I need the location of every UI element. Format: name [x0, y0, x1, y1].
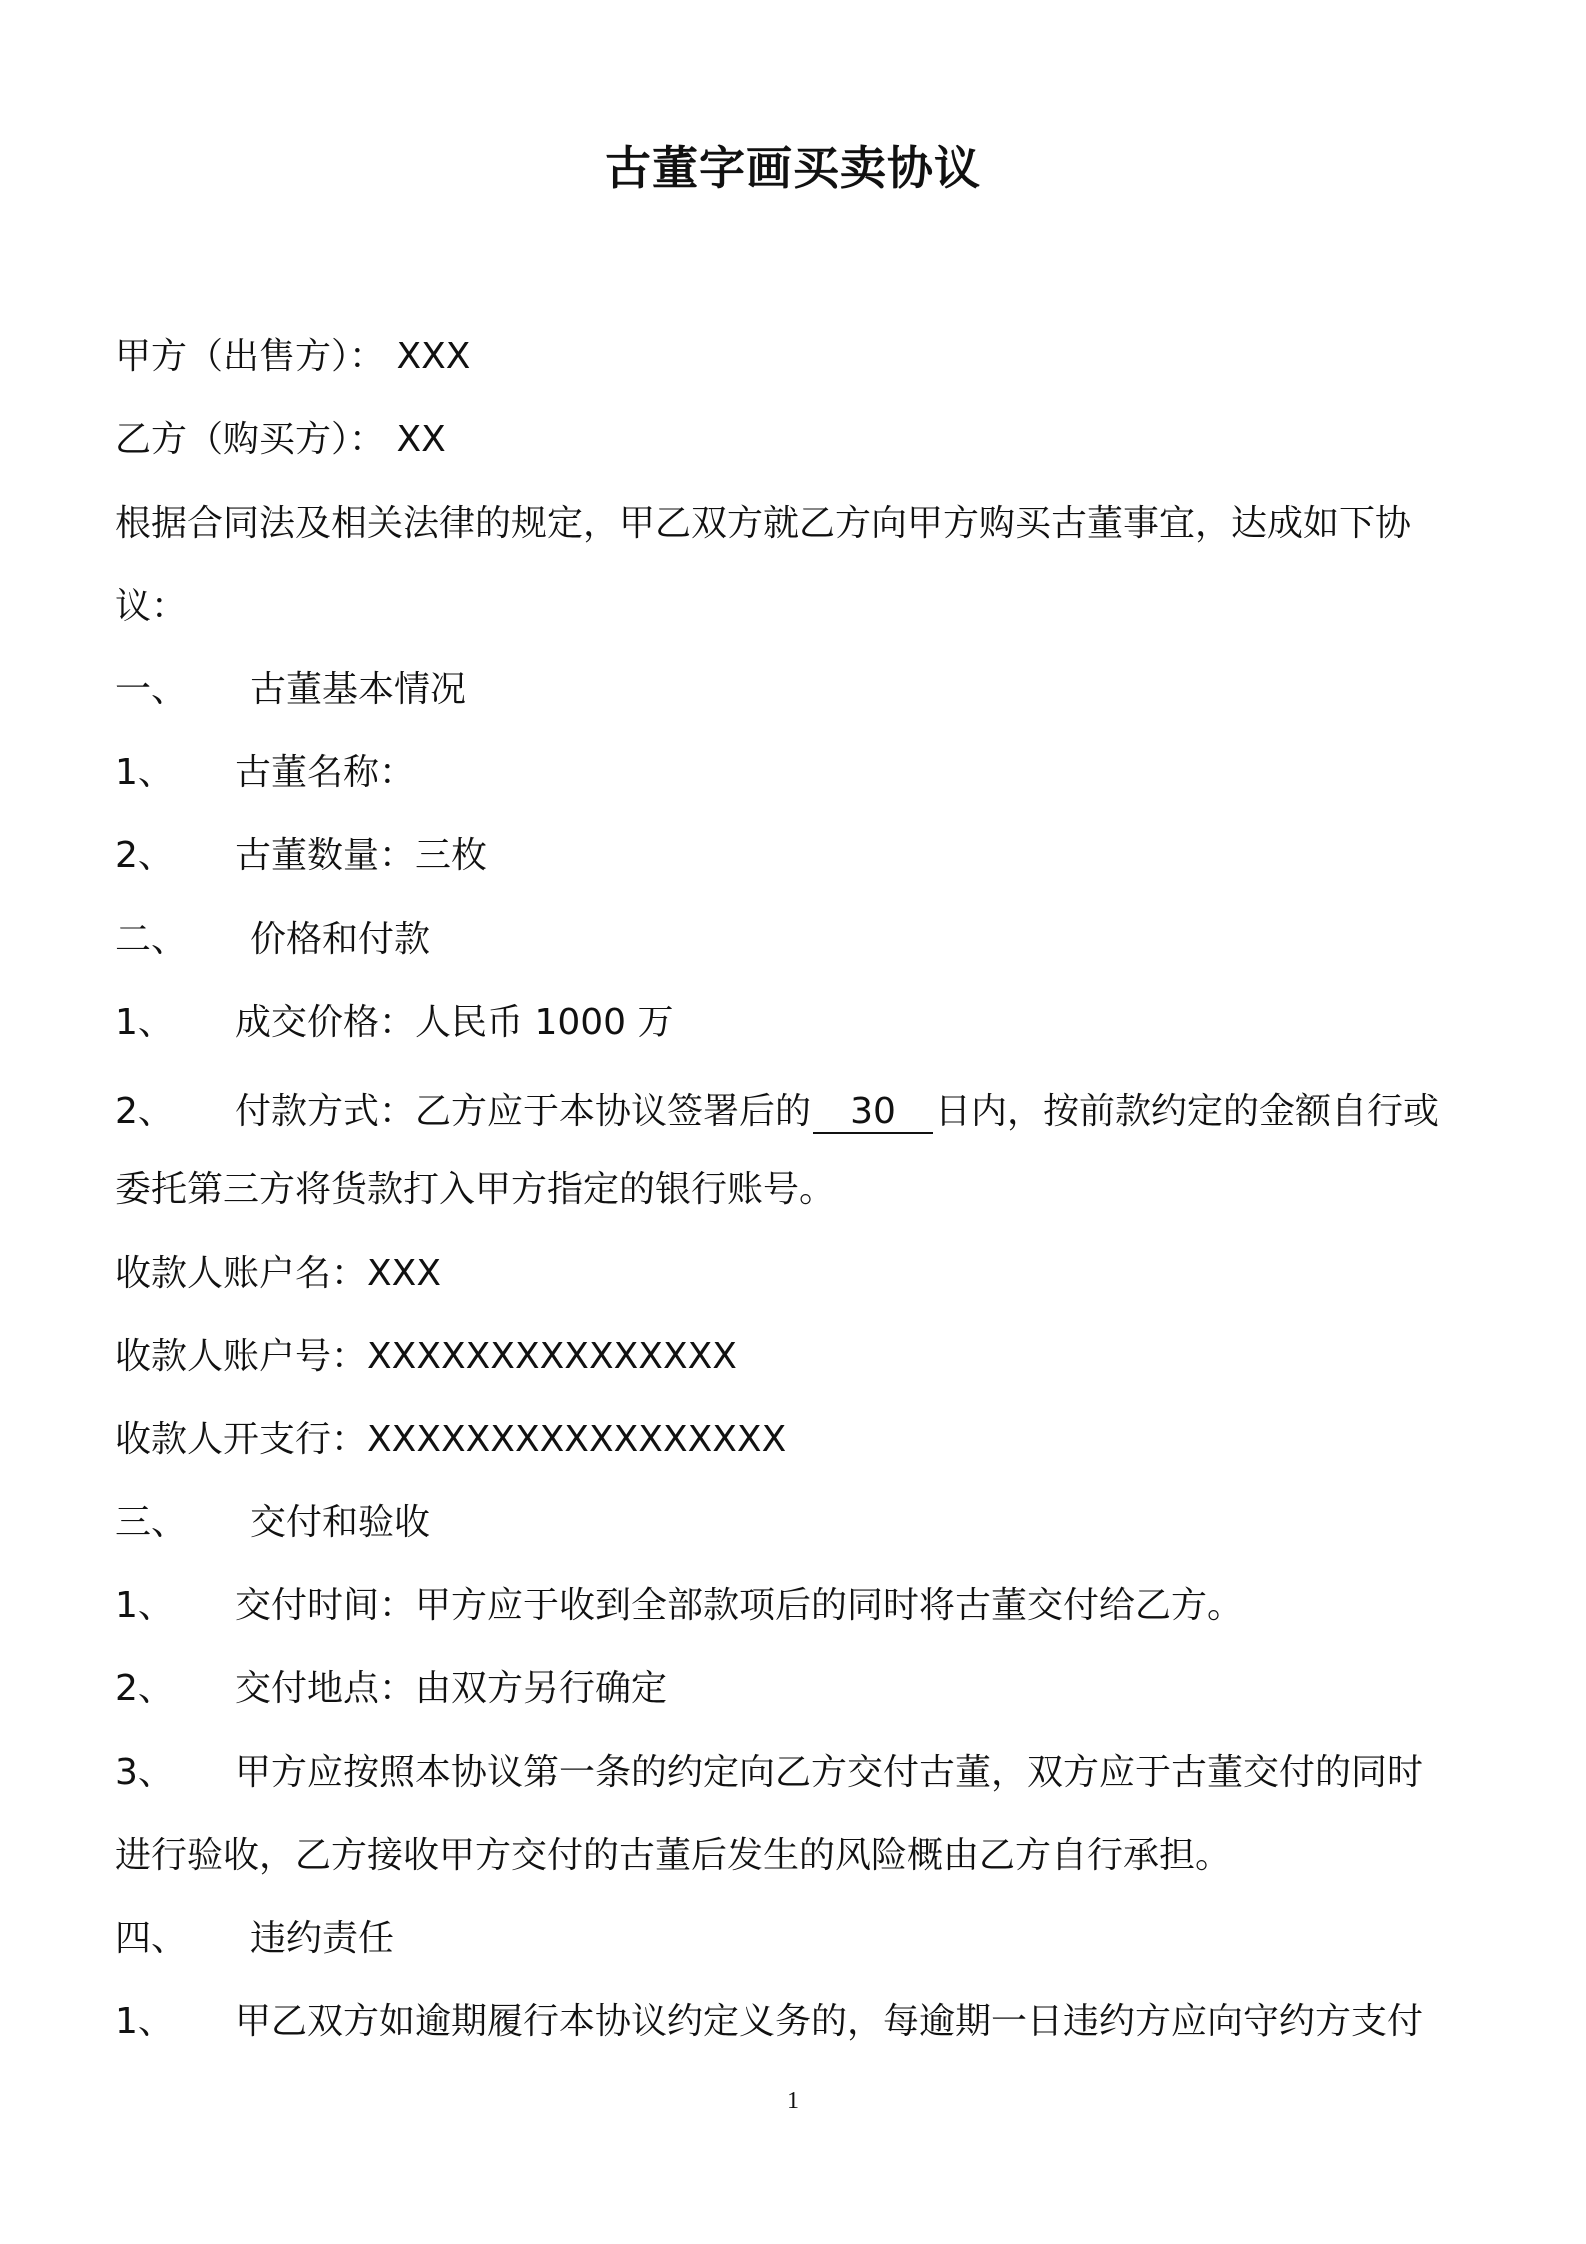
clause-4-1-number: 1、: [115, 2001, 174, 2042]
clause-3-1: [115, 1584, 1243, 1628]
party-a-line: 甲方（出售方）： XXX: [115, 336, 471, 377]
clause-2-2-text-before: 付款方式：乙方应于本协议签署后的: [235, 1091, 812, 1132]
party-b-line: 乙方（购买方）： XX: [115, 419, 446, 460]
clause-3-3-continuation: 进行验收，乙方接收甲方交付的古董后发生的风险概由乙方自行承担。: [115, 1835, 1232, 1876]
clause-4-1: [115, 2000, 1423, 2044]
clause-2-2-continuation: 委托第三方将货款打入甲方指定的银行账号。: [115, 1169, 836, 1210]
section-3-title: 交付和验收: [250, 1502, 431, 1543]
clause-1-1: [115, 751, 415, 795]
clause-3-3-text: 甲方应按照本协议第一条的约定向乙方交付古董，双方应于古董交付的同时: [235, 1752, 1424, 1793]
clause-2-2-text-after: 日内，按前款约定的金额自行或: [935, 1091, 1440, 1132]
section-1-heading: [115, 668, 466, 712]
clause-2-1-number: 1、: [115, 1002, 174, 1043]
clause-3-3: [115, 1751, 1423, 1795]
document-title: 古董字画买卖协议: [605, 141, 981, 195]
section-4-title: 违约责任: [250, 1918, 395, 1959]
section-3-heading: [115, 1501, 430, 1545]
payee-account-number: 收款人账户号：XXXXXXXXXXXXXXX: [115, 1336, 737, 1377]
preamble-line-1: 根据合同法及相关法律的规定，甲乙双方就乙方向甲方购买古董事宜，达成如下协: [115, 503, 1412, 544]
clause-3-1-text: 交付时间：甲方应于收到全部款项后的同时将古董交付给乙方。: [235, 1585, 1244, 1626]
clause-3-3-number: 3、: [115, 1752, 174, 1793]
payee-account-name: 收款人账户名：XXX: [115, 1253, 441, 1294]
clause-1-2: [115, 834, 487, 878]
clause-1-2-number: 2、: [115, 835, 174, 876]
clause-2-1-text: 成交价格：人民币 1000 万: [235, 1002, 674, 1043]
clause-3-2: [115, 1667, 667, 1711]
preamble-line-2: 议：: [115, 586, 188, 627]
section-1-number: 一、: [115, 669, 188, 710]
section-4-heading: [115, 1917, 394, 1961]
section-2-heading: [115, 918, 430, 962]
clause-1-2-text: 古董数量：三枚: [235, 835, 488, 876]
clause-1-1-text: 古董名称：: [235, 752, 416, 793]
clause-3-2-text: 交付地点：由双方另行确定: [235, 1668, 668, 1709]
section-1-title: 古董基本情况: [250, 669, 467, 710]
page-number: 1: [787, 2088, 799, 2114]
payee-bank: 收款人开支行：XXXXXXXXXXXXXXXXX: [115, 1419, 787, 1460]
clause-4-1-text: 甲乙双方如逾期履行本协议约定义务的，每逾期一日违约方应向守约方支付: [235, 2001, 1424, 2042]
clause-1-1-number: 1、: [115, 752, 174, 793]
clause-2-1: [115, 1001, 674, 1045]
clause-2-2: [115, 1090, 1439, 1134]
section-3-number: 三、: [115, 1502, 188, 1543]
payment-days-blank: 30: [813, 1092, 933, 1134]
clause-3-2-number: 2、: [115, 1668, 174, 1709]
section-2-number: 二、: [115, 919, 188, 960]
clause-3-1-number: 1、: [115, 1585, 174, 1626]
clause-2-2-number: 2、: [115, 1091, 174, 1132]
section-2-title: 价格和付款: [250, 919, 431, 960]
section-4-number: 四、: [115, 1918, 188, 1959]
